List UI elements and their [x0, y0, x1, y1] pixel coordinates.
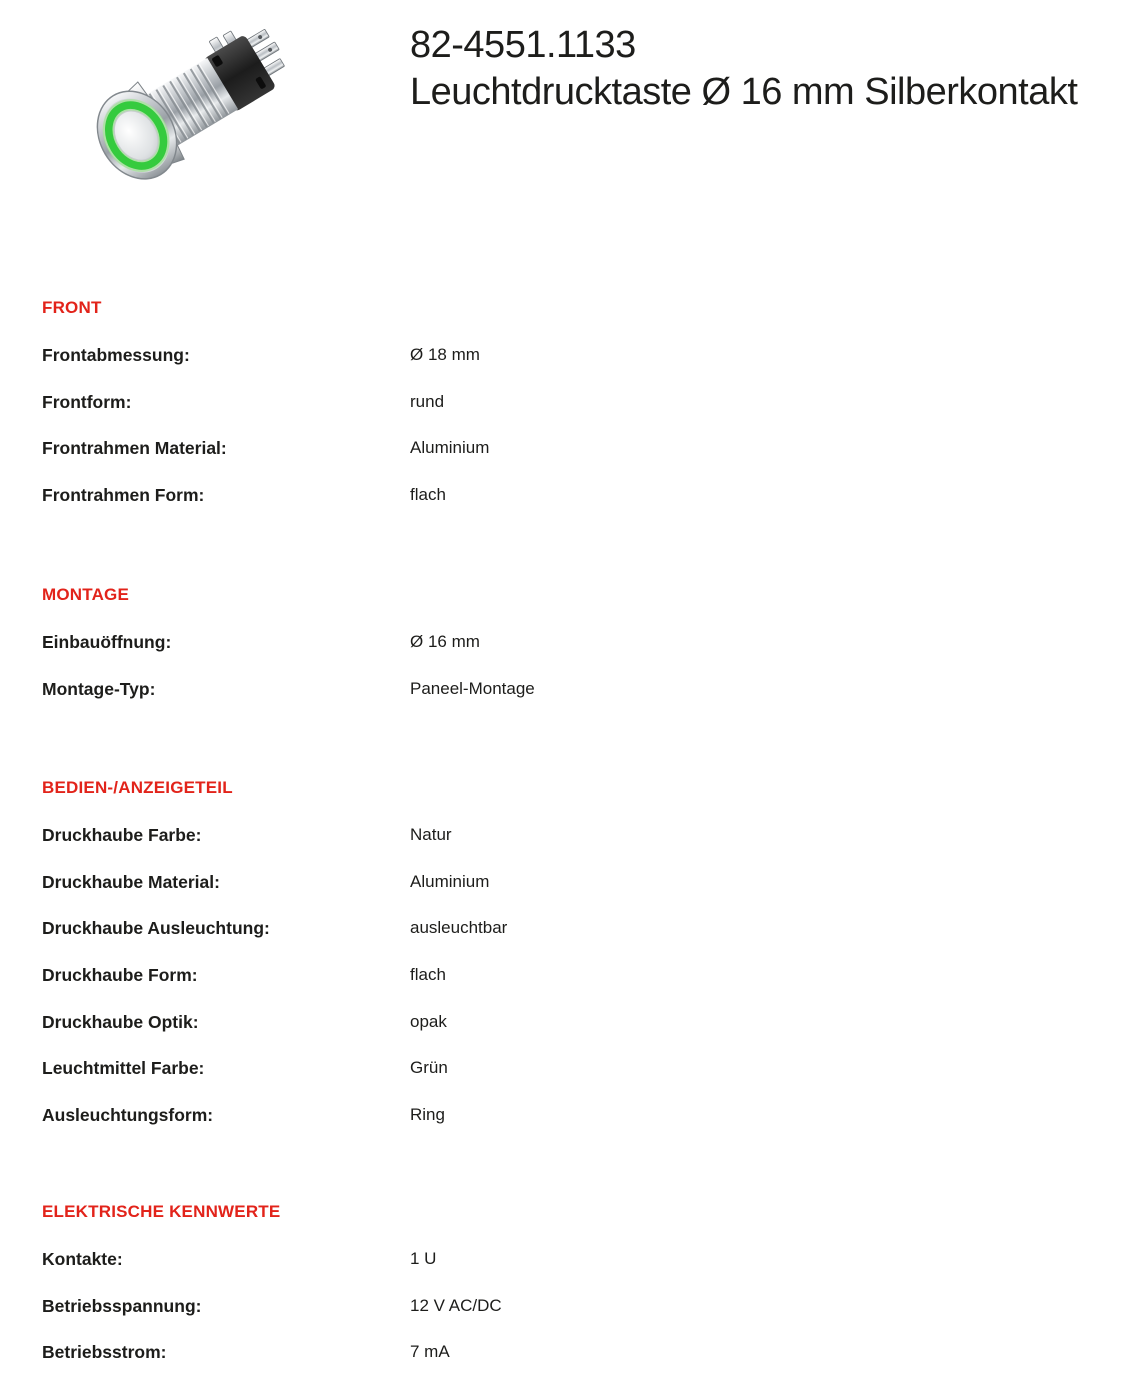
spec-label: Druckhaube Optik:	[42, 1011, 199, 1032]
section-elektrische-kennwerte	[42, 1202, 1112, 1387]
spec-row	[42, 632, 1112, 679]
spec-value: Aluminium	[410, 438, 490, 458]
spec-row	[42, 345, 1112, 392]
spec-row	[42, 1249, 1112, 1296]
spec-label: Betriebsspannung:	[42, 1295, 202, 1316]
spec-row	[42, 438, 1112, 485]
section-heading: ELEKTRISCHE KENNWERTE	[42, 1202, 281, 1221]
spec-label: Druckhaube Material:	[42, 871, 220, 892]
spec-label: Frontform:	[42, 391, 132, 412]
spec-value: ausleuchtbar	[410, 918, 508, 938]
product-name: Leuchtdrucktaste Ø 16 mm Silberkontakt	[410, 71, 1078, 113]
spec-label: Druckhaube Form:	[42, 965, 198, 986]
spec-row	[42, 679, 1112, 726]
spec-label: Kontakte:	[42, 1249, 123, 1269]
spec-row	[42, 1342, 1112, 1387]
spec-value: Ø 16 mm	[410, 632, 480, 651]
spec-label: Frontabmessung:	[42, 345, 190, 365]
spec-value: Ø 18 mm	[410, 345, 480, 364]
spec-label: Montage-Typ:	[42, 678, 156, 699]
spec-value: Ring	[410, 1105, 445, 1125]
spec-value: rund	[410, 391, 445, 411]
page-title	[410, 22, 1118, 116]
spec-row	[42, 1296, 1112, 1343]
product-code: 82-4551.1133	[410, 24, 636, 66]
spec-value: opak	[410, 1011, 447, 1031]
spec-value: Paneel-Montage	[410, 678, 535, 698]
spec-row	[42, 485, 1112, 532]
section-heading: MONTAGE	[42, 585, 130, 604]
spec-label: Frontrahmen Form:	[42, 485, 205, 506]
spec-value: flach	[410, 485, 446, 505]
spec-label: Druckhaube Ausleuchtung:	[42, 918, 270, 939]
spec-value: 12 V AC/DC	[410, 1295, 502, 1315]
spec-value: flach	[410, 965, 446, 985]
spec-label: Frontrahmen Material:	[42, 438, 227, 459]
spec-label: Druckhaube Farbe:	[42, 825, 202, 845]
spec-value: Grün	[410, 1058, 448, 1078]
spec-row	[42, 918, 1112, 965]
spec-row	[42, 1012, 1112, 1059]
spec-value: 7 mA	[410, 1342, 450, 1362]
spec-row	[42, 392, 1112, 439]
spec-label: Betriebsstrom:	[42, 1342, 167, 1363]
section-bedien-anzeigeteil	[42, 778, 1112, 1152]
spec-row	[42, 825, 1112, 872]
product-photo	[82, 20, 287, 200]
pushbutton-illustration	[82, 20, 287, 200]
spec-label: Leuchtmittel Farbe:	[42, 1058, 205, 1079]
spec-value: 1 U	[410, 1249, 437, 1268]
section-montage	[42, 585, 1112, 725]
spec-row	[42, 1058, 1112, 1105]
section-heading: BEDIEN-/ANZEIGETEIL	[42, 778, 233, 797]
spec-row	[42, 965, 1112, 1012]
spec-row	[42, 872, 1112, 919]
spec-label: Einbauöffnung:	[42, 632, 172, 652]
section-front	[42, 298, 1112, 532]
spec-value: Natur	[410, 825, 452, 844]
spec-row	[42, 1105, 1112, 1152]
section-heading: FRONT	[42, 298, 102, 317]
spec-label: Ausleuchtungsform:	[42, 1105, 214, 1126]
spec-value: Aluminium	[410, 871, 490, 891]
